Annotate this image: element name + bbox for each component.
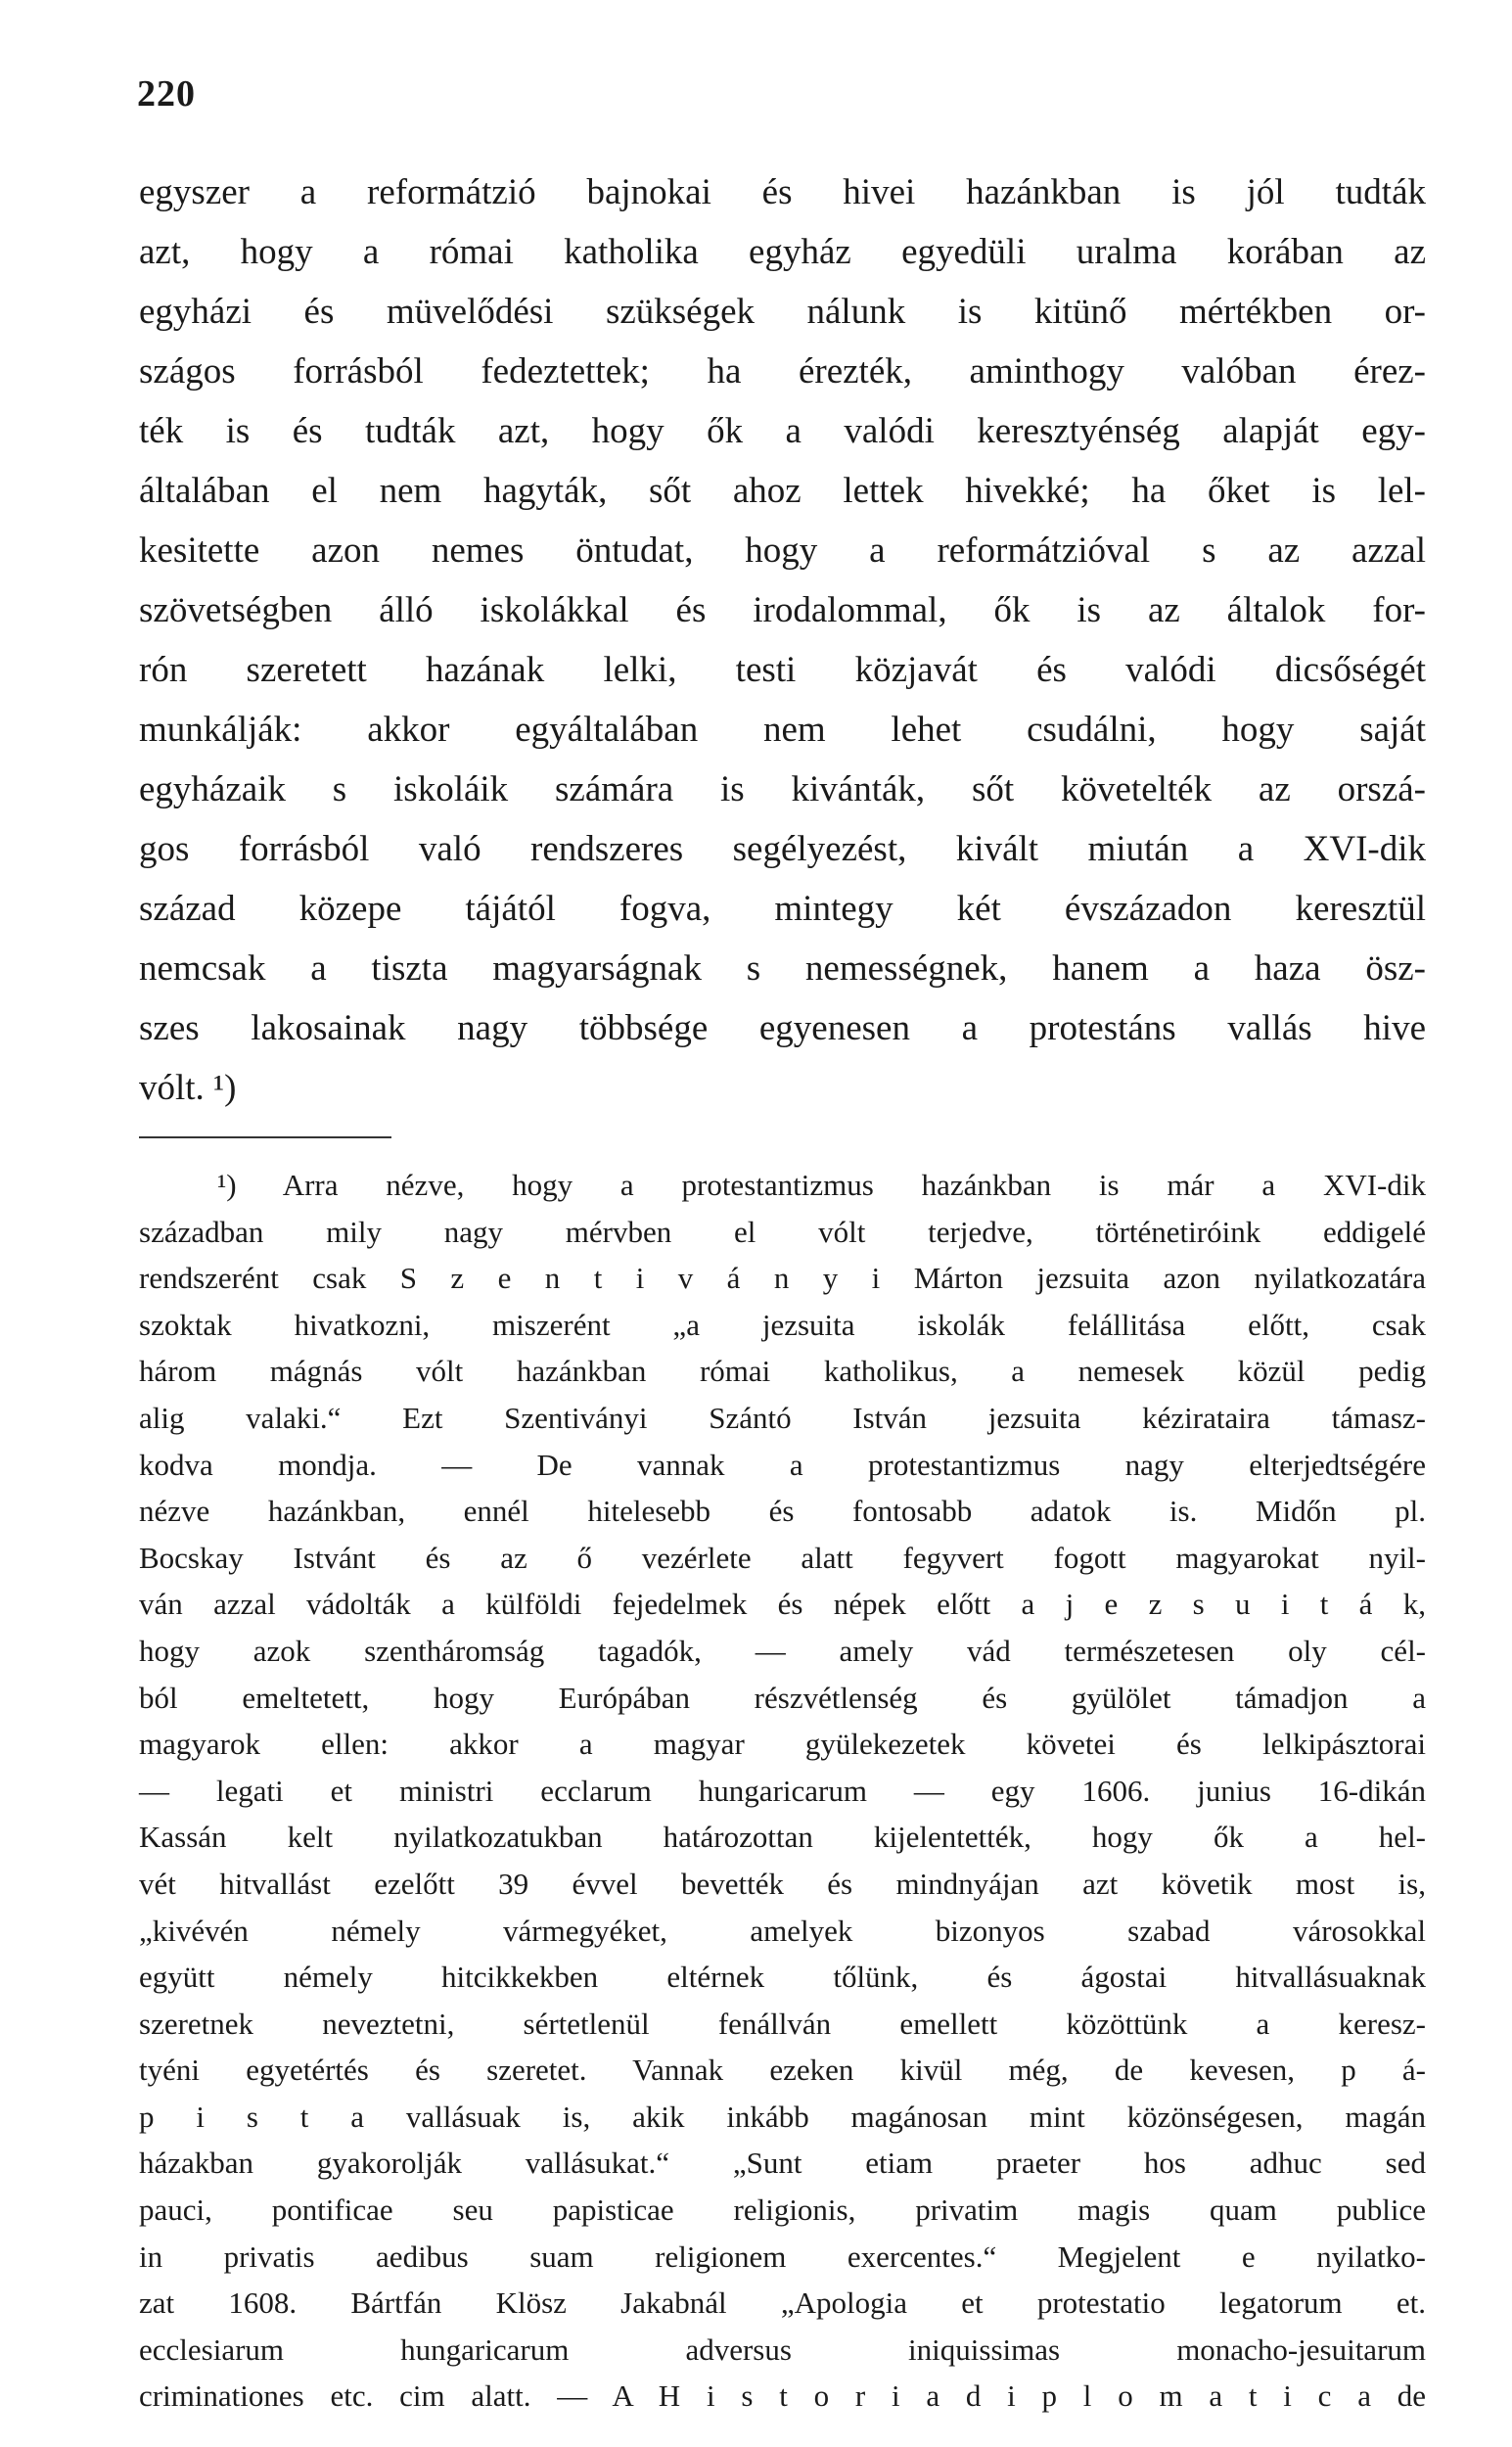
footnote-line: házakban gyakorolják vallásukat.“ „Sunt etiam praeter hos adhuc sed: [139, 2146, 1426, 2181]
footnote-line: magyarok ellen: akkor a magyar gyülekezetek követei és lelkipásztorai: [139, 1727, 1426, 1762]
footnote-line: pauci, pontificae seu papisticae religionis, privatim magis quam publice: [139, 2193, 1426, 2228]
footnote-line: együtt némely hitcikkekben eltérnek tőlünk, és ágostai hitvallásuaknak: [139, 1960, 1426, 1995]
footnote-line: in privatis aedibus suam religionem exercentes.“ Megjelent e nyilatko-: [139, 2239, 1426, 2274]
footnote-line: Kassán kelt nyilatkozatukban határozottan kijelentették, hogy ők a hel-: [139, 1820, 1426, 1855]
body-text: [139, 162, 1426, 1118]
footnote-line: rendszerént csak S z e n t i v á n y i Márton jezsuita azon nyilatkozatára: [139, 1261, 1426, 1296]
footnote-line: Bocskay Istvánt és az ő vezérlete alatt fegyvert fogott magyarokat nyil-: [139, 1540, 1426, 1575]
footnote-line: három mágnás vólt hazánkban római katholikus, a nemesek közül pedig: [139, 1354, 1426, 1389]
footnote-line: ¹) Arra nézve, hogy a protestantizmus hazánkban is már a XVI-dik: [217, 1168, 1426, 1202]
footnote-line: alig valaki.“ Ezt Szentiványi Szántó István jezsuita kézirataira támasz-: [139, 1400, 1426, 1435]
footnote-line: hogy azok szentháromság tagadók, — amely vád természetesen oly cél-: [139, 1633, 1426, 1668]
text-line: egyházi és müvelődési szükségek nálunk is kitünő mértékben or-: [139, 292, 1426, 332]
text-line: egyszer a reformátzió bajnokai és hivei hazánkban is jól tudták: [139, 172, 1426, 212]
footnote-line: ból emeltetett, hogy Európában részvétlenség és gyülölet támadjon a: [139, 1680, 1426, 1715]
footnote-line: ecclesiarum hungaricarum adversus iniquissimas monacho-jesuitarum: [139, 2332, 1426, 2367]
footnote-line: szoktak hivatkozni, miszerént „a jezsuita iskolák felállitása előtt, csak: [139, 1307, 1426, 1342]
text-line: kesitette azon nemes öntudat, hogy a reformátzióval s az azzal: [139, 531, 1426, 571]
footnote-divider: [139, 1136, 391, 1138]
text-line: munkálják: akkor egyáltalában nem lehet csudálni, hogy saját: [139, 710, 1426, 750]
footnote-line: zat 1608. Bártfán Klösz Jakabnál „Apologia et protestatio legatorum et.: [139, 2285, 1426, 2321]
text-line: szes lakosainak nagy többsége egyenesen a protestáns vallás hive: [139, 1008, 1426, 1048]
footnote-line: ván azzal vádolták a külföldi fejedelmek és népek előtt a j e z s u i t á k,: [139, 1587, 1426, 1622]
text-line: ték is és tudták azt, hogy ők a valódi keresztyénség alapját egy-: [139, 411, 1426, 451]
footnote-line: tyéni egyetértés és szeretet. Vannak ezeken kivül még, de kevesen, p á-: [139, 2053, 1426, 2088]
text-line: egyházaik s iskoláik számára is kivánták, sőt követelték az orszá-: [139, 769, 1426, 809]
footnote-line: „kivévén némely vármegyéket, amelyek bizonyos szabad városokkal: [139, 1913, 1426, 1948]
footnote-line: században mily nagy mérvben el vólt terjedve, történetiróink eddigelé: [139, 1214, 1426, 1249]
text-line: azt, hogy a római katholika egyház egyedüli uralma korában az: [139, 232, 1426, 272]
footnote-line: criminationes etc. cim alatt. — A H i s t o r i a d i p l o m a t i c a de: [139, 2378, 1426, 2414]
page-number: 220: [137, 73, 196, 115]
footnote-line: szeretnek neveztetni, sértetlenül fenállván emellett közöttünk a keresz-: [139, 2006, 1426, 2041]
text-line: rón szeretett hazának lelki, testi közjavát és valódi dicsőségét: [139, 650, 1426, 690]
text-line: általában el nem hagyták, sőt ahoz lettek hivekké; ha őket is lel-: [139, 471, 1426, 511]
text-line: vólt. ¹): [139, 1068, 237, 1108]
text-line: szövetségben álló iskolákkal és irodalommal, ők is az általok for-: [139, 590, 1426, 630]
footnote-line: vét hitvallást ezelőtt 39 évvel bevették és mindnyájan azt követik most is,: [139, 1866, 1426, 1901]
footnote-line: — legati et ministri ecclarum hungaricarum — egy 1606. junius 16-dikán: [139, 1773, 1426, 1808]
footnote-line: kodva mondja. — De vannak a protestantizmus nagy elterjedtségére: [139, 1447, 1426, 1482]
text-line: gos forrásból való rendszeres segélyezést, kivált miután a XVI-dik: [139, 829, 1426, 869]
footnote-line: nézve hazánkban, ennél hitelesebb és fontosabb adatok is. Midőn pl.: [139, 1494, 1426, 1529]
text-line: század közepe tájától fogva, mintegy két évszázadon keresztül: [139, 889, 1426, 929]
footnote-line: p i s t a vallásuak is, akik inkább magánosan mint közönségesen, magán: [139, 2099, 1426, 2134]
text-line: szágos forrásból fedeztettek; ha érezték, aminthogy valóban érez-: [139, 351, 1426, 392]
footnote-text: [139, 1162, 1426, 2420]
text-line: nemcsak a tiszta magyarságnak s nemességnek, hanem a haza ösz-: [139, 948, 1426, 989]
